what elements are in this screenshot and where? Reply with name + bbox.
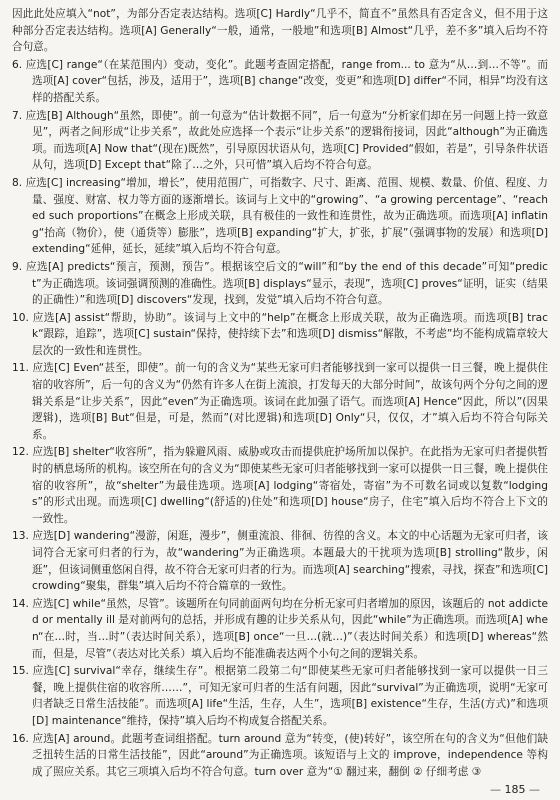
item-number: 16. (12, 732, 29, 745)
answer-item-10 (12, 310, 548, 360)
item-text: 应选[C] increasing“增加，增长”，使用范围广，可指数字、尺寸、距离、范围、规模、数量、价值、程度、力量、强度、财富、权力等方面的逐渐增长。该词与上文中的“growing”、“a growing percentage”、“reached such proportions”在概念上形成关联，具有极佳的一致性和连贯性，故为正确选项。而选项[A] inflating“抬高（物价），使（通货等）膨胀”，选项[B] expanding“扩大，扩张，扩展”（强调事物的发展）和选项[D] extending“延伸，延长，延续”填入后均不符合句意。 (25, 176, 548, 256)
item-number: 6. (12, 58, 23, 71)
item-text: 应选[C] Even“甚至，即使”。前一句的含义为“某些无家可归者能够找到一家可以提供一日三餐，晚上提供住宿的收容所”，后一句的含义为“仍然有许多人在街上流浪，打发每天的大部分时间”，故该句两个分句之间的逻辑关系是“让步关系”，因此“even”为正确选项。该词在此加强了语气。而选项[A] Hence“因此，所以”(因果逻辑)，选项[B] But“但是，可是，然而”(对比逻辑)和选项[D] Only“只，仅仅，才”填入后均不符合句际关系。 (32, 362, 548, 441)
item-number: 7. (12, 109, 23, 122)
item-text: 应选[A] assist“帮助，协助”。该词与上文中的“help”在概念上形成关联，故为正确选项。而选项[B] track“跟踪，追踪”，选项[C] sustain“保持，使持续下去”和选项[D] dismiss“解散，不考虑”均不能构成篇章较大层次的一致性和连贯性。 (32, 311, 548, 357)
item-number: 13. (12, 530, 29, 543)
item-text: 应选[A] predicts“预言，预测，预告”。根据该空后文的“will”和“by the end of this decade”可知“predict”为正确选项。该词强调预测的准确性。选项[B] displays“显示，表现”，选项[C] proves“证明，证实（结果的正确性）”和选项[D] discovers“发现，找到，发觉”填入后均不符合句意。 (25, 260, 548, 307)
item-text: 应选[B] Although“虽然，即使”。前一句意为“估计数据不同”，后一句意为“分析家们却在另一问题上持一致意见”，两者之间形成“让步关系”，故此处应选择一个表示“让步关系”的逻辑衔接词，因此“although”为正确选项。而选项[A] Now that“(现在)既然”，引导原因状语从句，选项[C] Provided“假如，若是”，引导条件状语从句，选项[D] Except that“除了…之外，只可惜”填入后均不符合句意。 (25, 109, 548, 172)
footer-dash-right: — (529, 783, 540, 796)
answer-item-11 (12, 360, 548, 443)
answer-item-16 (12, 731, 548, 781)
item-number: 11. (12, 362, 29, 375)
item-text: 应选[A] around。此题考查词组搭配。turn around 意为“转变，(使)转好”，该空所在句的含义为“但他们缺乏扭转生活的日常生活技能”，因此“around”为正确选项。该短语与上文的 improve，independence 等构成了照应关系。其它三项填入后均不符合句意。turn over 意为“① 翻过来，翻倒 ② 仔细考虑 ③ (32, 732, 548, 778)
item-number: 14. (12, 597, 29, 610)
answer-item-7 (12, 108, 548, 174)
answer-item-12 (12, 444, 548, 527)
intro-paragraph: 因此此处应填入“not”，为部分否定表达结构。选项[C] Hardly“几乎不，简直不”虽然具有否定含义，但不用于这种部分否定表达结构。选项[A] Generally“一般，通常，一般地”和选项[B] Almost“几乎，差不多”填入后均不符合句意。 (12, 8, 548, 54)
item-number: 10. (12, 311, 29, 324)
item-text: 应选[B] shelter“收容所”，指为躲避风雨、威胁或攻击而提供庇护场所加以保护。在此指为无家可归者提供暂时的栖息场所的机构。该空所在句的含义为“即使某些无家可归者能够找到一家可以提供一日三餐，晚上提供住宿的收容所”，故“shelter”为最佳选项。选项[A] lodging“寄宿处，寄宿”为不可数名词或以复数“lodgings”的形式出现。而选项[C] dwelling“(舒适的)住处”和选项[D] house“房子，住宅”填入后均不符合上下文的一致性。 (32, 446, 548, 525)
page-number: 185 (504, 783, 526, 796)
answer-item-6 (12, 57, 548, 107)
answer-item-14 (12, 596, 548, 662)
answer-item-9 (12, 259, 548, 309)
item-text: 应选[D] wandering“漫游，闲逛，漫步”，侧重流浪、徘徊、彷徨的含义。本文的中心话题为无家可归者，该词符合无家可归者的行为，故“wandering”为正确选项。本题最大的干扰项为选项[B] strolling“散步，闲逛”，但该词侧重悠闲自得，故不符合无家可归者的行为。而选项[A] searching“搜索，寻找，探查”和选项[C] crowding“聚集，群集”填入后均不符合篇章的一致性。 (32, 530, 548, 593)
page-footer (490, 783, 540, 796)
item-number: 8. (12, 176, 23, 189)
item-text: 应选[C] range“（在某范围内）变动，变化”。此题考查固定搭配，range from... to 意为“从…到…不等”。而选项[A] cover“包括，涉及，适用于”，选项[B] change“改变，变更”和选项[D] differ“不同，相异”均没有这样的搭配关系。 (25, 58, 549, 104)
answer-item-15 (12, 663, 548, 729)
item-number: 15. (12, 665, 29, 678)
item-number: 9. (12, 260, 23, 273)
answer-item-8 (12, 175, 548, 258)
item-number: 12. (12, 446, 29, 459)
footer-dash-left: — (490, 783, 501, 796)
item-text: 应选[C] survival“幸存，继续生存”。根据第二段第二句“即使某些无家可归者能够找到一家可以提供一日三餐，晚上提供住宿的收容所……”，可知无家可归者的生活有问题，因此“survival”为正确选项，说明“无家可归者缺乏日常生活技能”。而选项[A] life“生活，生存，人生”，选项[B] existence“生存，生活(方式)”和选项[D] maintenance“维持，保持”填入后均不构成复合搭配关系。 (32, 665, 549, 727)
item-text: 应选[C] while“虽然，尽管”。该题所在句同前面两句均在分析无家可归者增加的原因，该题后的 not addicted or mentally ill 是对前两句的总括，并形成有趣的让步关系从句，因此“while”为正确选项。而选项[A] when“在…时，当…时”（表达时间关系），选项[B] once“一旦…(就…)”（表达时间关系）和选项[D] whereas“然而，但是，尽管”（表达对比关系）填入后均不能准确表达两个小句之间的逻辑关系。 (32, 597, 548, 660)
answer-item-13 (12, 528, 548, 594)
